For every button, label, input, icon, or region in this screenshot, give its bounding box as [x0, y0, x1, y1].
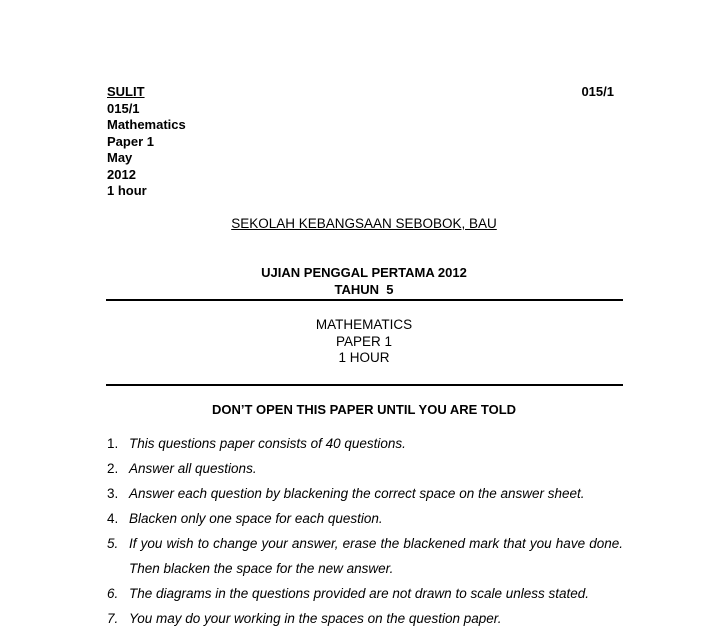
divider-rule-top — [106, 299, 623, 301]
instruction-number: 4. — [107, 511, 119, 526]
instruction-item — [107, 456, 623, 481]
instruction-text: Answer each question by blackening the correct space on the answer sheet. — [129, 486, 585, 501]
exam-year: 2012 — [107, 166, 136, 182]
school-name: SEKOLAH KEBANGSAAN SEBOBOK, BAU — [231, 216, 497, 231]
instruction-text: This questions paper consists of 40 questions. — [129, 436, 406, 451]
instruction-text: Answer all questions. — [129, 461, 257, 476]
instruction-number: 2. — [107, 461, 119, 476]
instruction-number: 5. — [107, 536, 119, 551]
exam-duration: 1 hour — [107, 183, 147, 198]
instruction-number: 7. — [107, 611, 119, 626]
instruction-number: 3. — [107, 486, 119, 501]
instruction-item — [107, 531, 623, 581]
instruction-item — [107, 481, 623, 506]
school-name-line — [0, 216, 728, 231]
instruction-item — [107, 506, 623, 531]
instruction-text: You may do your working in the spaces on the question paper. — [129, 611, 502, 626]
instruction-number: 6. — [107, 586, 119, 601]
paper-number: Paper 1 — [107, 133, 154, 149]
subject-name: Mathematics — [107, 117, 186, 132]
instruction-item — [107, 581, 623, 606]
divider-rule-bottom — [106, 384, 623, 386]
exam-month: May — [107, 150, 133, 165]
subject-line3: 1 HOUR — [338, 350, 390, 365]
classification-label: SULIT — [107, 84, 145, 99]
subject-block — [0, 317, 728, 367]
exam-title-line2: TAHUN 5 — [334, 281, 394, 297]
subject-line1: MATHEMATICS — [315, 317, 413, 332]
instruction-text: If you wish to change your answer, erase the blackened mark that you have done. Then blacken the space for the new answer. — [129, 536, 623, 576]
warning-heading: DON’T OPEN THIS PAPER UNTIL YOU ARE TOLD — [211, 402, 517, 417]
instruction-text: The diagrams in the questions provided are not drawn to scale unless stated. — [129, 586, 590, 601]
instruction-item — [107, 606, 623, 631]
instruction-number: 1. — [107, 436, 119, 451]
subject-line2: PAPER 1 — [335, 333, 393, 349]
exam-title-block — [0, 265, 728, 298]
header-left-block — [107, 84, 186, 200]
exam-title-line1: UJIAN PENGGAL PERTAMA 2012 — [261, 265, 467, 280]
paper-code: 015/1 — [107, 100, 140, 116]
instruction-text: Blacken only one space for each question. — [129, 511, 383, 526]
header-right-code: 015/1 — [581, 84, 614, 99]
instruction-item — [107, 431, 623, 456]
instructions-list — [107, 431, 623, 631]
